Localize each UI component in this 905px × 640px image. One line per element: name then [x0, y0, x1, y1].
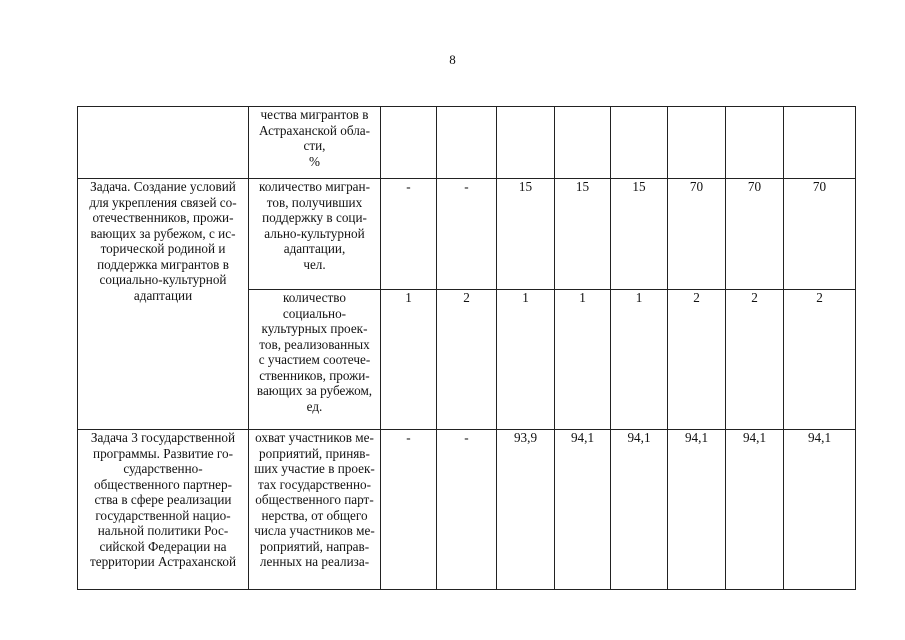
value-cell: 1: [381, 290, 437, 430]
value-cell: -: [437, 179, 497, 290]
task-cell: [78, 107, 249, 179]
indicator-cell: [249, 107, 381, 179]
value-cell: [668, 107, 726, 179]
value-cell: 2: [668, 290, 726, 430]
value-cell: 1: [555, 290, 611, 430]
value-cell: [381, 107, 437, 179]
task-text: Задача 3 государственной программы. Развитие го- сударственно- общественного партнер- ства в сфере реализации государственной нацио- нальной политики Рос- сийской Федерации на территории Астраханской: [89, 430, 237, 569]
indicator-text: охват участников ме- роприятий, приняв- ших участие в проек- тах государственно- общественного парт- нерства, от общего числа участников ме- роприятий, направ- ленных на реализа-: [254, 430, 375, 569]
value-cell: [437, 107, 497, 179]
value-cell: 94,1: [668, 430, 726, 590]
value-cell: -: [437, 430, 497, 590]
value-cell: 15: [611, 179, 668, 290]
value-cell: [555, 107, 611, 179]
indicator-cell: [249, 179, 381, 290]
table-row: [78, 179, 856, 290]
value-cell: 94,1: [784, 430, 856, 590]
value-cell: 2: [437, 290, 497, 430]
value-cell: 2: [784, 290, 856, 430]
value-cell: 94,1: [726, 430, 784, 590]
task-cell: [78, 430, 249, 590]
page-number: 8: [449, 52, 456, 67]
value-cell: [784, 107, 856, 179]
value-cell: [726, 107, 784, 179]
indicator-text: количество мигран- тов, получивших поддержку в соци- ально-культурной адаптации, чел.: [259, 179, 370, 272]
value-cell: 70: [784, 179, 856, 290]
table-row: [78, 107, 856, 179]
task-text: Задача. Создание условий для укрепления связей со- отечественников, прожи- вающих за рубежом, с ис- торической родиной и поддержка мигрантов в социально-культурной адаптации: [89, 179, 237, 303]
value-cell: 15: [497, 179, 555, 290]
value-cell: -: [381, 430, 437, 590]
value-cell: 2: [726, 290, 784, 430]
indicator-text: количество социально- культурных проек- тов, реализованных с участием соотече- ственников, прожи- вающих за рубежом, ед.: [256, 290, 373, 414]
indicator-text: чества мигрантов в Астраханской обла- сти, %: [258, 107, 371, 169]
value-cell: 70: [668, 179, 726, 290]
value-cell: 94,1: [555, 430, 611, 590]
value-cell: 1: [497, 290, 555, 430]
value-cell: 93,9: [497, 430, 555, 590]
table-row: [78, 430, 856, 590]
value-cell: -: [381, 179, 437, 290]
value-cell: 1: [611, 290, 668, 430]
value-cell: 15: [555, 179, 611, 290]
task-cell: [78, 179, 249, 430]
value-cell: [497, 107, 555, 179]
value-cell: 94,1: [611, 430, 668, 590]
indicator-cell: [249, 290, 381, 430]
indicator-cell: [249, 430, 381, 590]
targets-table: [77, 106, 856, 590]
value-cell: [611, 107, 668, 179]
value-cell: 70: [726, 179, 784, 290]
